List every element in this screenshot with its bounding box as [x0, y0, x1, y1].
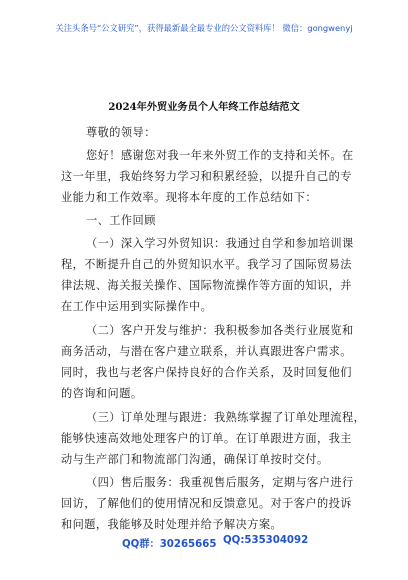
paragraph-line: （三）订单处理与跟进：我熟练掌握了订单处理流程， [86, 411, 366, 424]
salutation: 尊敬的领导： [86, 126, 156, 139]
paragraph-line: 商务活动，与潜在客户建立联系，并认真跟进客户需求。 [61, 345, 352, 358]
section-heading: 一、工作回顾 [86, 214, 156, 227]
paragraph-line: 同时，我也与老客户保持良好的合作关系，及时回复他们 [61, 366, 352, 379]
footer-qq-group: QQ群：30265665 [122, 539, 217, 550]
paragraph-line: 回访，了解他们的使用情况和反馈意见。对于客户的投诉 [61, 497, 352, 510]
footer-qq-number: QQ:535304092 [223, 535, 309, 546]
paragraph-line: 这一年里，我始终努力学习和积累经验，以提升自己的专 [61, 170, 352, 183]
paragraph-line: 的咨询和问题。 [61, 387, 143, 400]
paragraph-line: 能够快速高效地处理客户的订单。在订单跟进方面，我主 [61, 432, 352, 445]
header-notice: 关注头条号“公文研究”，获得最新最全最专业的公文资料库！ 微信：gongwenyj [55, 23, 353, 33]
paragraph-line: 程，不断提升自己的外贸知识水平。我学习了国际贸易法 [61, 258, 352, 271]
paragraph-line: （一）深入学习外贸知识：我通过自学和参加培训课 [86, 237, 354, 250]
paragraph-line: 在工作中运用到实际操作中。 [61, 300, 213, 313]
document-title: 2024年外贸业务员个人年终工作总结范文 [108, 101, 300, 113]
paragraph-line: 和问题，我能够及时处理并给予解决方案。 [61, 518, 283, 531]
paragraph-line: 您好！感谢您对我一年来外贸工作的支持和关怀。在 [86, 149, 354, 162]
paragraph-line: （四）售后服务：我重视售后服务，定期与客户进行 [86, 476, 354, 489]
paragraph-line: 动与生产部门和物流部门沟通，确保订单按时交付。 [61, 453, 329, 466]
paragraph-line: 律法规、海关报关操作、国际物流操作等方面的知识，并 [61, 279, 352, 292]
paragraph-line: （二）客户开发与维护：我积极参加各类行业展览和 [86, 324, 354, 337]
paragraph-line: 业能力和工作效率。现将本年度的工作总结如下： [61, 191, 318, 204]
